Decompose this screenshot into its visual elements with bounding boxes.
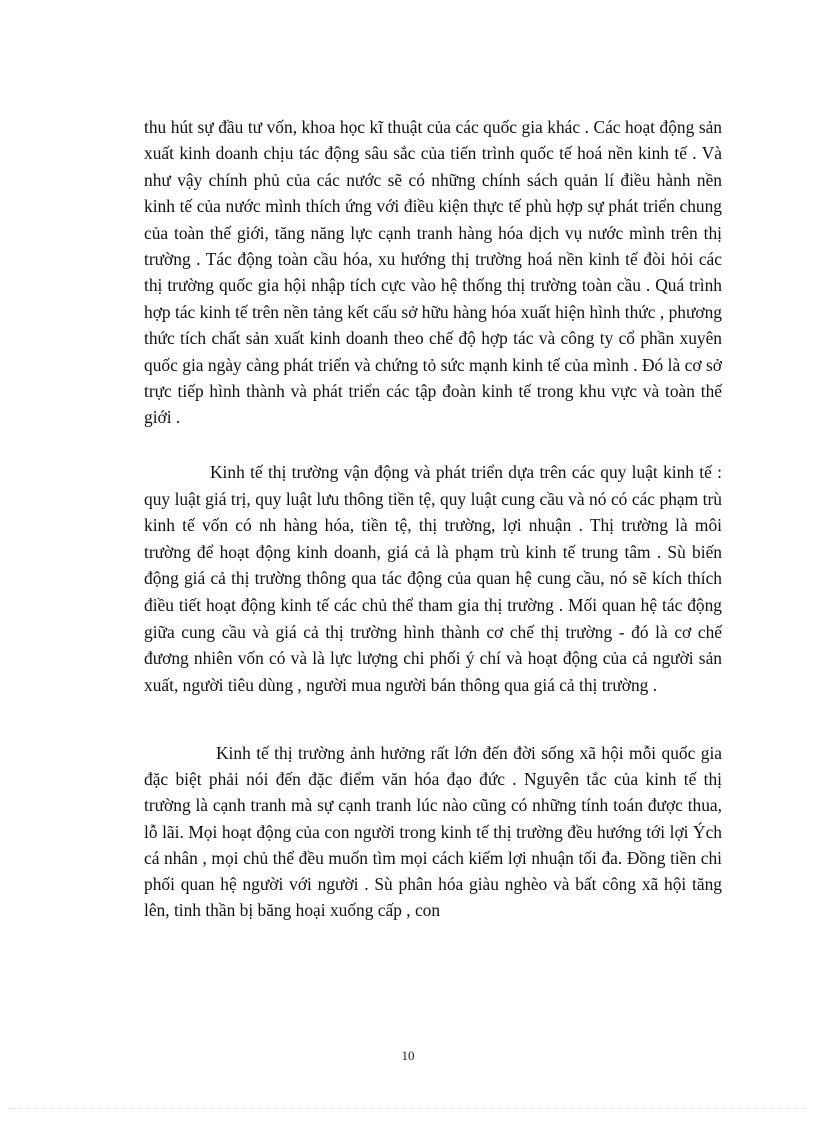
paragraph-2: Kinh tế thị trường vận động và phát triển dựa trên các quy luật kinh tế : quy luật giá trị, quy luật lưu thông tiền tệ, quy luật cung cầu và nó có các phạm trù kinh tế vốn có nh hàng hóa, tiền tệ, thị trường, lợi nhuận . Thị trường là môi trường để hoạt động kinh doanh, giá cả là phạm trù kinh tế trung tâm . Sù biến động giá cả thị trường thông qua tác động của quan hệ cung cầu, nó sẽ kích thích điều tiết hoạt động kinh tế các chủ thể tham gia thị trường . Mối quan hệ tác động giữa cung cầu và giá cả thị trường hình thành cơ chế thị trường - đó là cơ chế đương nhiên vốn có và là lực lượng chi phối ý chí và hoạt động của cả người sản xuất, người tiêu dùng , người mua người bán thông qua giá cả thị trường . xyxy=(144,462,722,695)
page-number: 10 xyxy=(401,1048,415,1063)
paragraph-1: thu hút sự đầu tư vốn, khoa học kĩ thuật của các quốc gia khác . Các hoạt động sản xuất kinh doanh chịu tác động sâu sắc của tiến trình quốc tế hoá nền kinh tế . Và như vậy chính phủ của các nước sẽ có những chính sách quản lí điều hành nền kinh tế của nước mình thích ứng với điều kiện thực tế phù hợp sự phát triển chung của toàn thế giới, tăng năng lực cạnh tranh hàng hóa dịch vụ nước mình trên thị trường . Tác động toàn cầu hóa, xu hướng thị trường hoá nền kinh tế đòi hỏi các thị trường quốc gia hội nhập tích cực vào hệ thống thị trường toàn cầu . Quá trình hợp tác kinh tế trên nền tảng kết cấu sở hữu hàng hóa xuất hiện hình thức , phương thức tích chất sản xuất kinh doanh theo chế độ hợp tác và công ty cổ phần xuyên quốc gia ngày càng phát triển và chứng tỏ sức mạnh kinh tế của mình . Đó là cơ sở trực tiếp hình thành và phát triển các tập đoàn kinh tế trong khu vực và toàn thế giới . xyxy=(144,117,722,428)
paragraph-3: Kinh tế thị trường ảnh hưởng rất lớn đến đời sống xã hội mỗi quốc gia đặc biệt phải nói đến đặc điểm văn hóa đạo đức . Nguyên tắc của kinh tế thị trường là cạnh tranh mà sự cạnh tranh lúc nào cũng có những tính toán được thua, lỗ lãi. Mọi hoạt động của con người trong kinh tế thị trường đều hướng tới lợi Ých cá nhân , mọi chủ thể đều muốn tìm mọi cách kiếm lợi nhuận tối đa. Đồng tiền chi phối quan hệ người với người . Sù phân hóa giàu nghèo và bất công xã hội tăng lên, tinh thần bị băng hoại xuống cấp , con xyxy=(144,743,722,921)
page-bottom-divider xyxy=(8,1108,808,1109)
